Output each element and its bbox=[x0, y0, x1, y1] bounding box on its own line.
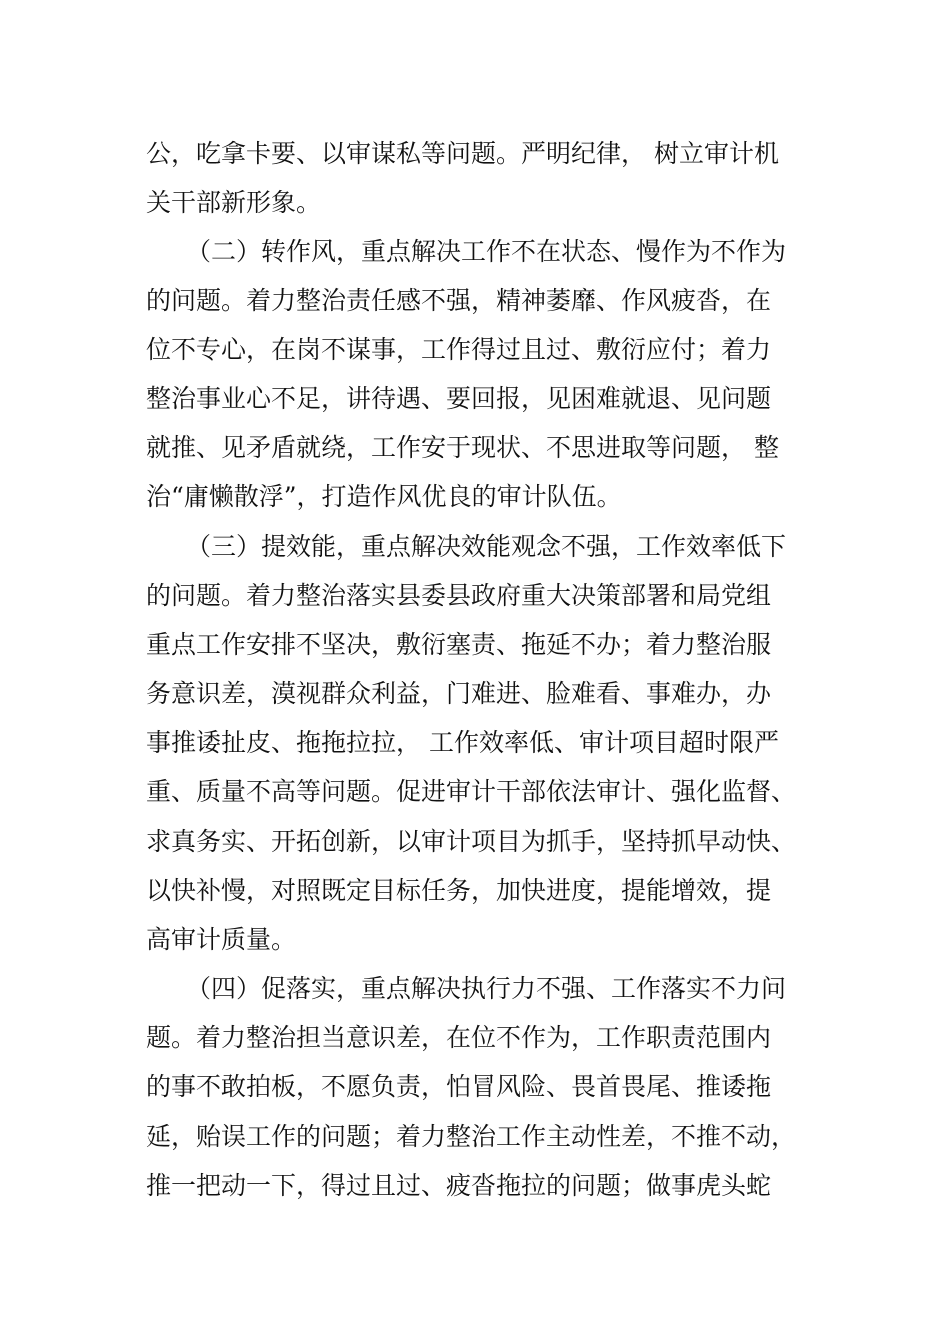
text-line: 整治事业心不足，讲待遇、要回报，见困难就退、见问题 bbox=[146, 384, 772, 413]
text-line: 关干部新形象。 bbox=[146, 188, 322, 217]
text-line: 务意识差，漠视群众利益，门难进、脸难看、事难办，办 bbox=[146, 679, 772, 708]
section-heading-line: （四）促落实，重点解决执行力不强、工作落实不力问 bbox=[186, 974, 787, 1003]
text-line: 延，贻误工作的问题；着力整治工作主动性差，不推不动， bbox=[146, 1122, 797, 1151]
text-line: 求真务实、开拓创新，以审计项目为抓手，坚持抓早动快、 bbox=[146, 827, 797, 856]
text-line: 位不专心，在岗不谋事，工作得过且过、敷衍应付；着力 bbox=[146, 335, 772, 364]
text-line: 治“庸懒散浮”，打造作风优良的审计队伍。 bbox=[146, 482, 622, 511]
text-line: 以快补慢，对照既定目标任务，加快进度，提能增效，提 bbox=[146, 876, 772, 905]
text-line: 事推诿扯皮、拖拖拉拉， 工作效率低、审计项目超时限严 bbox=[146, 728, 779, 757]
text-line: 推一把动一下，得过且过、疲沓拖拉的问题；做事虎头蛇 bbox=[146, 1171, 772, 1200]
text-line: 公，吃拿卡要、以审谋私等问题。严明纪律， 树立审计机 bbox=[146, 139, 779, 168]
text-line: 高审计质量。 bbox=[146, 925, 297, 954]
text-line: 重点工作安排不坚决，敷衍塞责、拖延不办；着力整治服 bbox=[146, 630, 772, 659]
text-line: 重、质量不高等问题。促进审计干部依法审计、强化监督、 bbox=[146, 777, 797, 806]
section-heading-line: （二）转作风，重点解决工作不在状态、慢作为不作为 bbox=[186, 237, 787, 266]
text-line: 就推、见矛盾就绕，工作安于现状、不思进取等问题， 整 bbox=[146, 433, 779, 462]
text-line: 的事不敢拍板，不愿负责，怕冒风险、畏首畏尾、推诿拖 bbox=[146, 1072, 772, 1101]
text-line: 的问题。着力整治责任感不强，精神萎靡、作风疲沓，在 bbox=[146, 286, 772, 315]
section-heading-line: （三）提效能，重点解决效能观念不强，工作效率低下 bbox=[186, 532, 787, 561]
text-line: 题。着力整治担当意识差，在位不作为，工作职责范围内 bbox=[146, 1023, 772, 1052]
text-line: 的问题。着力整治落实县委县政府重大决策部署和局党组 bbox=[146, 581, 772, 610]
